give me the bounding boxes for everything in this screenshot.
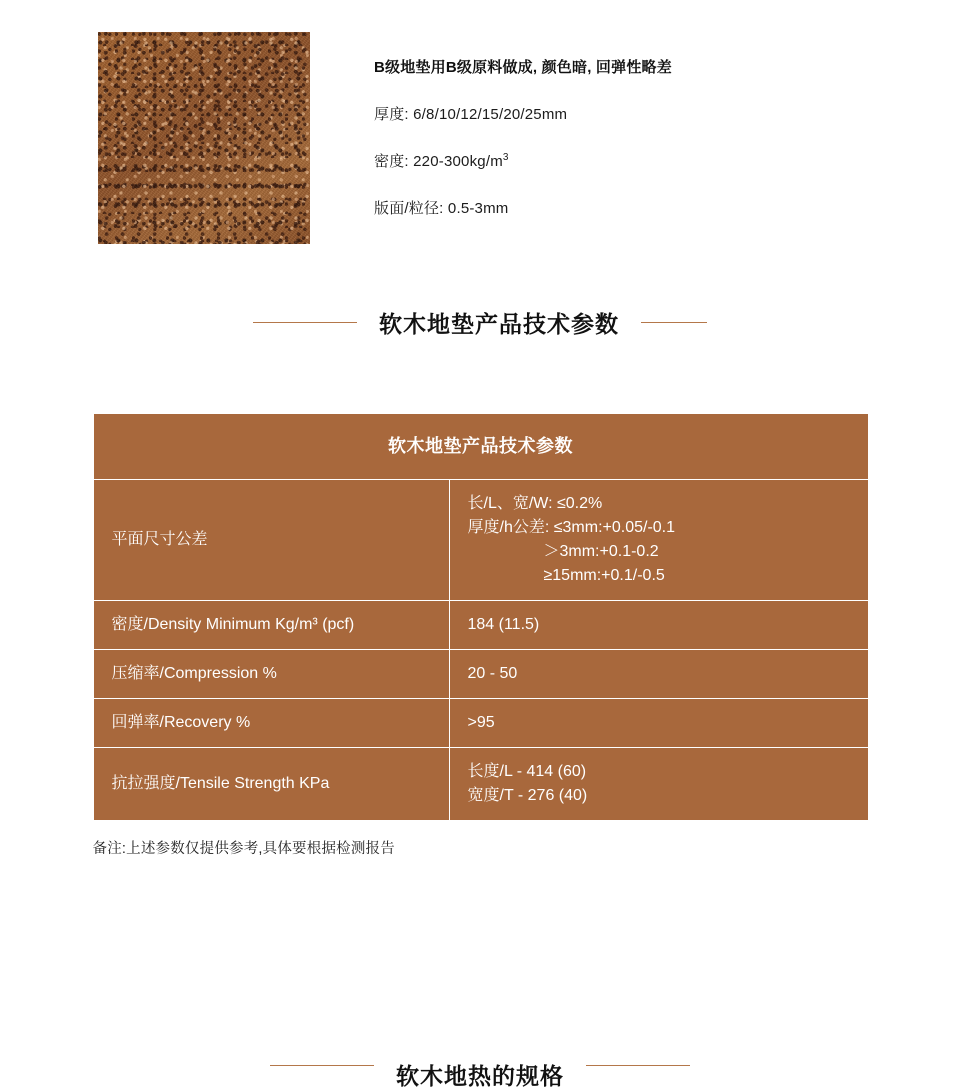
heading-rule-left [253,322,357,323]
table-row [93,748,868,821]
product-title: B级地垫用B级原料做成, 颜色暗, 回弹性略差 [374,59,672,76]
tolerance-line-4: ≥15mm:+0.1/-0.5 [543,567,665,584]
spec-table [93,413,869,821]
spec-granule-label: 版面/粒径: [374,200,448,217]
heading-rule-right [641,322,707,323]
spec-granule [374,197,672,218]
table-row [93,650,868,699]
table-header-row [93,414,868,480]
bottom-heading-rule-right [586,1065,690,1066]
table-caption: 软木地垫产品技术参数 [93,414,868,480]
spec-density-unit-exponent: 3 [502,152,509,163]
spec-table-wrap [93,413,868,858]
row-value-dimensional-tolerance [449,480,868,601]
tolerance-line-3: ＞3mm:+0.1-0.2 [543,543,659,560]
spec-density [374,150,672,171]
spec-thickness-label: 厚度: [374,106,414,123]
row-label-dimensional-tolerance: 平面尺寸公差 [93,480,449,601]
spec-granule-value: 0.5-3mm [447,200,509,217]
bottom-section-heading-text: 软木地热的规格 [396,1063,564,1089]
spec-density-value: 220-300kg/m [413,153,503,170]
spec-thickness [374,103,672,124]
spec-density-label: 密度: [374,153,414,170]
spec-thickness-value: 6/8/10/12/15/20/25mm [413,106,568,123]
row-label-tensile-strength: 抗拉强度/Tensile Strength KPa [93,748,449,821]
row-value-tensile-strength [449,748,868,821]
row-value-recovery: >95 [449,699,868,748]
row-label-recovery: 回弹率/Recovery % [93,699,449,748]
row-value-compression: 20 - 50 [449,650,868,699]
table-row [93,699,868,748]
cork-sample-image [98,32,310,244]
product-spec-list [310,32,672,244]
bottom-heading-rule-left [270,1065,374,1066]
section-heading-text: 软木地垫产品技术参数 [379,311,619,337]
tensile-length-line: 长度/L - 414 (60) [467,763,587,780]
table-row [93,601,868,650]
section-heading [0,306,960,339]
tensile-width-line: 宽度/T - 276 (40) [467,787,588,804]
tolerance-line-2: 厚度/h公差: ≤3mm:+0.05/-0.1 [467,519,676,536]
bottom-section-heading [0,1058,960,1091]
table-note: 备注:上述参数仅提供参考,具体要根据检测报告 [92,841,395,857]
table-row [93,480,868,601]
row-label-compression: 压缩率/Compression % [93,650,449,699]
product-intro-block [0,0,960,244]
row-label-density: 密度/Density Minimum Kg/m³ (pcf) [93,601,449,650]
row-value-density: 184 (11.5) [449,601,868,650]
tolerance-line-1: 长/L、宽/W: ≤0.2% [467,495,603,512]
